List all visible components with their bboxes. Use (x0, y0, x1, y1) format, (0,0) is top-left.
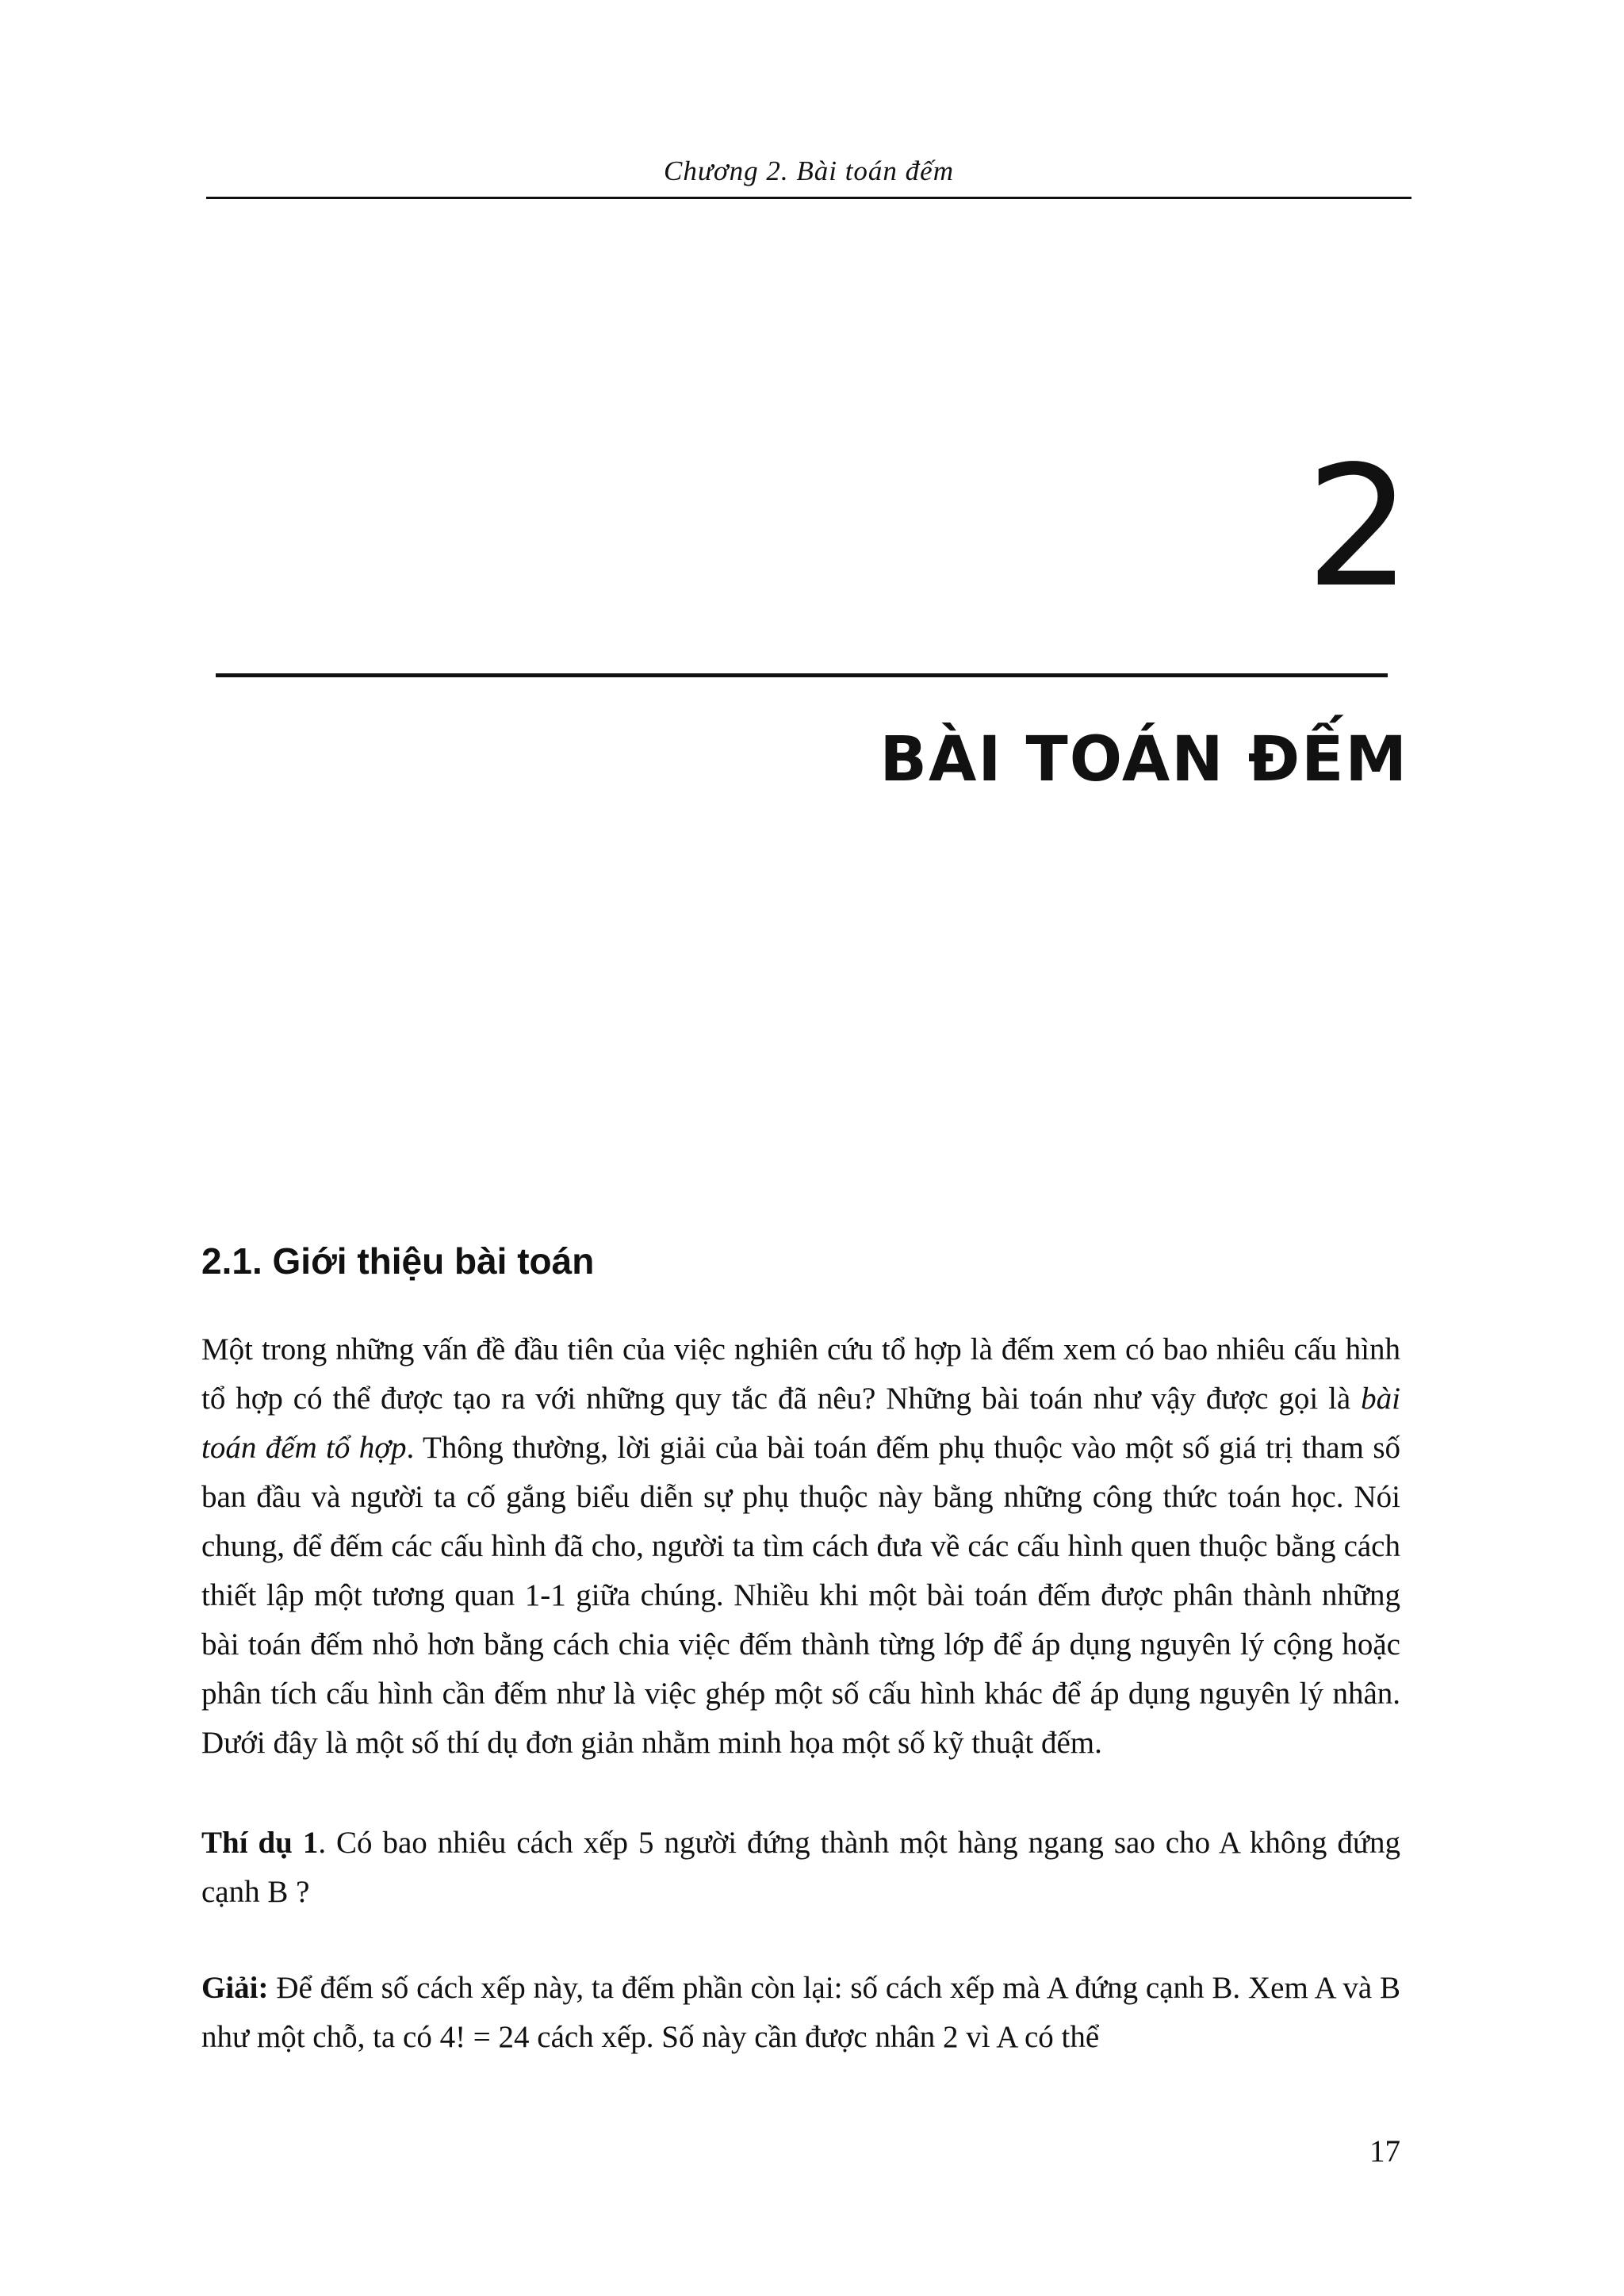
chapter-title: BÀI TOÁN ĐẾM (879, 724, 1408, 795)
running-header: Chương 2. Bài toán đếm (663, 155, 954, 186)
chapter-number: 2 (1305, 430, 1411, 624)
solution-text: Để đếm số cách xếp này, ta đếm phần còn lại: số cách xếp mà A đứng cạnh B. Xem A và B như một chỗ, ta có 4! = 24 cách xếp. Số này cần được nhân 2 vì A có thể (201, 1971, 1400, 2054)
solution-label: Giải: (201, 1971, 269, 2005)
example-text: . Có bao nhiêu cách xếp 5 người đứng thành một hàng ngang sao cho A không đứng cạnh B ? (201, 1826, 1400, 1909)
example-label: Thí dụ 1 (201, 1826, 319, 1860)
intro-text-rest: . Thông thường, lời giải của bài toán đếm phụ thuộc vào một số giá trị tham số ban đầu và người ta cố gắng biểu diễn sự phụ thuộc này bằng những công thức toán học. Nói chung, để đếm các cấu hình đã cho, người ta tìm cách đưa về các cấu hình quen thuộc bằng cách thiết lập một tương quan 1-1 giữa chúng. Nhiều khi một bài toán đếm được phân thành những bài toán đếm nhỏ hơn bằng cách chia việc đếm thành từng lớp để áp dụng nguyên lý cộng hoặc phân tích cấu hình cần đếm như là việc ghép một số cấu hình khác để áp dụng nguyên lý nhân. Dưới đây là một số thí dụ đơn giản nhằm minh họa một số kỹ thuật đếm. (201, 1431, 1400, 1760)
section-heading: 2.1. Giới thiệu bài toán (201, 1240, 595, 1282)
solution-paragraph (201, 1964, 1400, 2062)
chapter-rule (216, 673, 1388, 677)
intro-paragraph (201, 1325, 1400, 1768)
emphasized-term: bài toán đếm tổ hợp (201, 1382, 1400, 1465)
page-number: 17 (1369, 2134, 1400, 2168)
intro-text-start: Một trong những vấn đề đầu tiên của việc nghiên cứu tổ hợp là đếm xem có bao nhiêu cấu hình tổ hợp có thể được tạo ra với những quy tắc đã nêu? Những bài toán như vậy được gọi là (201, 1332, 1400, 1416)
example-paragraph (201, 1819, 1400, 1917)
header-rule (206, 197, 1411, 199)
